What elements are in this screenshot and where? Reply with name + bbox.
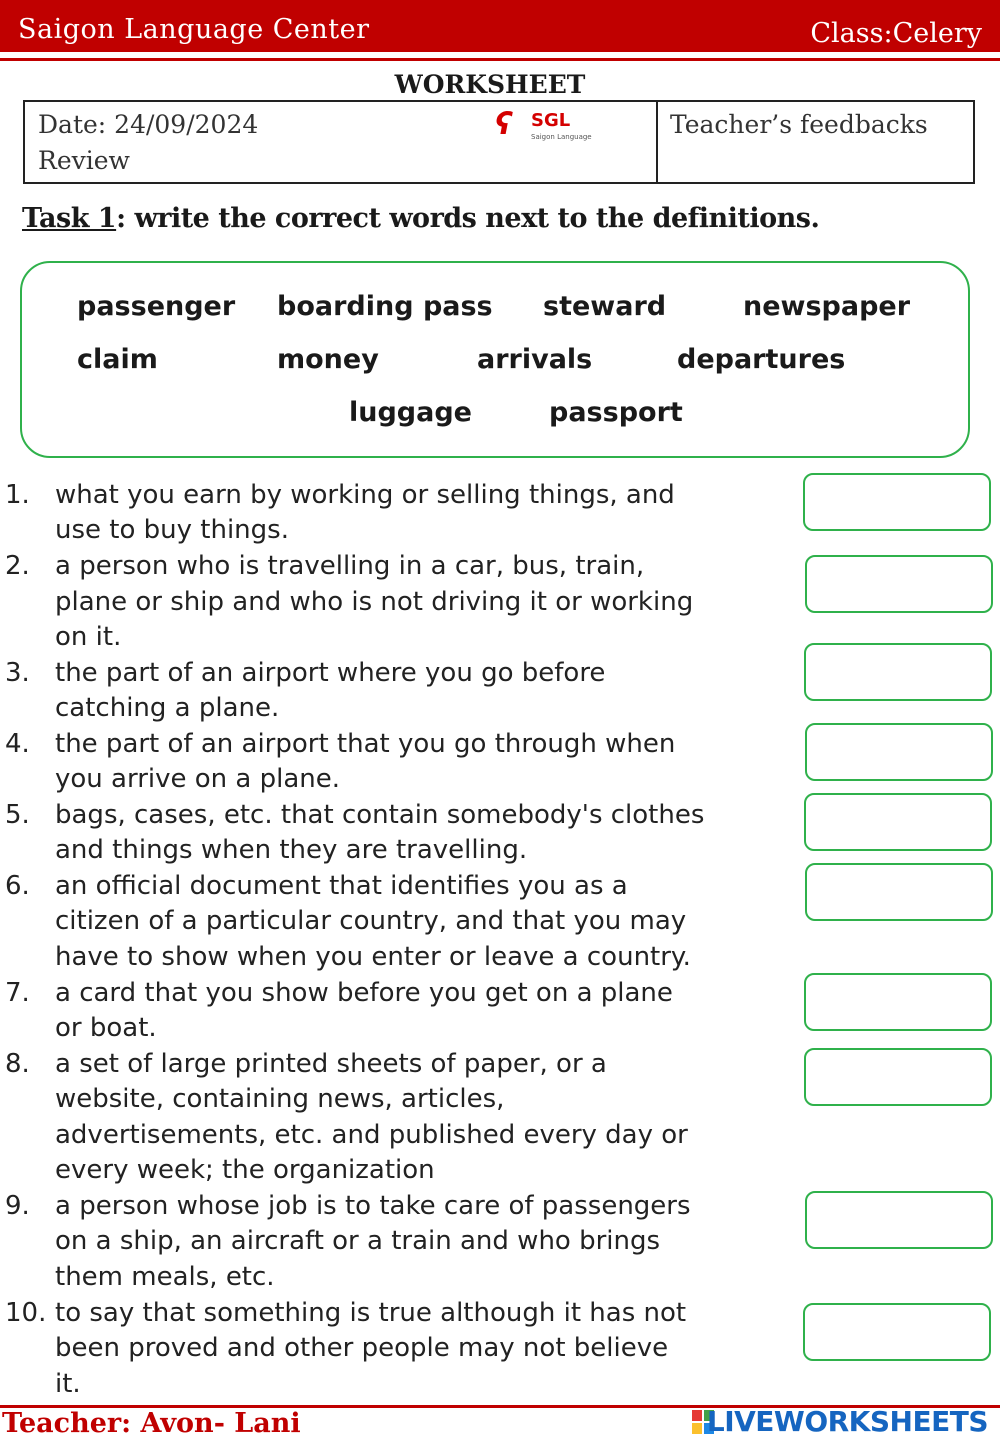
- word-bank-item: steward: [543, 291, 667, 322]
- answer-box-8[interactable]: [804, 1048, 992, 1106]
- definition-line: to say that something is true although it has not: [55, 1298, 687, 1328]
- worksheet-title: WORKSHEET: [394, 70, 586, 99]
- sgl-logo-text: SGL: [531, 110, 571, 131]
- word-bank: [20, 261, 970, 458]
- definition-line: a person whose job is to take care of passengers: [55, 1191, 691, 1221]
- definition-line: been proved and other people may not believe: [55, 1333, 669, 1363]
- class-label: Class:Celery: [810, 18, 982, 49]
- top-divider: [0, 58, 1000, 61]
- definition-line: what you earn by working or selling things, and: [55, 480, 675, 510]
- top-banner: [0, 0, 1000, 52]
- item-number: 5.: [5, 800, 30, 830]
- definition-line: on a ship, an aircraft or a train and who brings: [55, 1226, 661, 1256]
- task-instruction: : write the correct words next to the definitions.: [116, 203, 820, 234]
- item-number: 8.: [5, 1049, 30, 1079]
- item-number: 1.: [5, 480, 30, 510]
- teacher-feedback-label: Teacher’s feedbacks: [670, 110, 928, 139]
- definition-line: and things when they are travelling.: [55, 835, 528, 865]
- topic-text: Review: [38, 146, 130, 175]
- definition-line: an official document that identifies you as a: [55, 871, 628, 901]
- task-heading: [22, 203, 819, 234]
- word-bank-item: boarding pass: [277, 291, 493, 322]
- liveworksheets-brand[interactable]: LIVEWORKSHEETS: [706, 1405, 988, 1438]
- word-bank-item: money: [277, 344, 379, 375]
- header-table: [23, 100, 975, 184]
- definition-line: you arrive on a plane.: [55, 764, 341, 794]
- word-bank-item: passport: [549, 397, 683, 428]
- item-number: 4.: [5, 729, 30, 759]
- definition-line: or boat.: [55, 1013, 157, 1043]
- definition-line: the part of an airport that you go through when: [55, 729, 676, 759]
- item-number: 6.: [5, 871, 30, 901]
- answer-box-1[interactable]: [803, 473, 991, 531]
- word-bank-item: newspaper: [743, 291, 911, 322]
- definition-line: on it.: [55, 622, 122, 652]
- definition-line: a person who is travelling in a car, bus, train,: [55, 551, 645, 581]
- date-text: Date: 24/09/2024: [38, 110, 259, 139]
- answer-box-3[interactable]: [804, 643, 992, 701]
- answer-box-7[interactable]: [804, 973, 992, 1031]
- definition-line: citizen of a particular country, and that you may: [55, 906, 687, 936]
- answer-box-4[interactable]: [805, 723, 993, 781]
- item-number: 3.: [5, 658, 30, 688]
- word-bank-item: arrivals: [477, 344, 593, 375]
- word-bank-item: claim: [77, 344, 158, 375]
- item-number: 2.: [5, 551, 30, 581]
- definition-line: use to buy things.: [55, 515, 289, 545]
- answer-box-2[interactable]: [805, 555, 993, 613]
- word-bank-item: luggage: [349, 397, 472, 428]
- item-number: 10.: [5, 1298, 47, 1328]
- task-label: Task 1: [22, 203, 117, 234]
- sgl-logo-subtext: Saigon Language: [531, 133, 592, 141]
- definition-line: a set of large printed sheets of paper, or a: [55, 1049, 607, 1079]
- definition-line: website, containing news, articles,: [55, 1084, 505, 1114]
- sgl-logo-icon: ʕ: [495, 107, 513, 142]
- answer-box-10[interactable]: [803, 1303, 991, 1361]
- definition-line: the part of an airport where you go before: [55, 658, 606, 688]
- word-bank-item: passenger: [77, 291, 236, 322]
- definition-line: catching a plane.: [55, 693, 280, 723]
- header-divider: [656, 102, 658, 182]
- definition-line: it.: [55, 1369, 81, 1399]
- teacher-name: Teacher: Avon- Lani: [2, 1408, 301, 1439]
- definition-line: a card that you show before you get on a plane: [55, 978, 673, 1008]
- sgl-logo: [495, 107, 595, 143]
- definition-line: plane or ship and who is not driving it or working: [55, 587, 694, 617]
- item-number: 9.: [5, 1191, 30, 1221]
- answer-box-6[interactable]: [805, 863, 993, 921]
- answer-box-9[interactable]: [805, 1191, 993, 1249]
- center-name: Saigon Language Center: [18, 14, 370, 45]
- definition-line: them meals, etc.: [55, 1262, 275, 1292]
- definition-line: have to show when you enter or leave a country.: [55, 942, 691, 972]
- answer-box-5[interactable]: [804, 793, 992, 851]
- definition-line: every week; the organization: [55, 1155, 435, 1185]
- word-bank-item: departures: [677, 344, 846, 375]
- definition-line: bags, cases, etc. that contain somebody's clothes: [55, 800, 705, 830]
- item-number: 7.: [5, 978, 30, 1008]
- definition-line: advertisements, etc. and published every day or: [55, 1120, 688, 1150]
